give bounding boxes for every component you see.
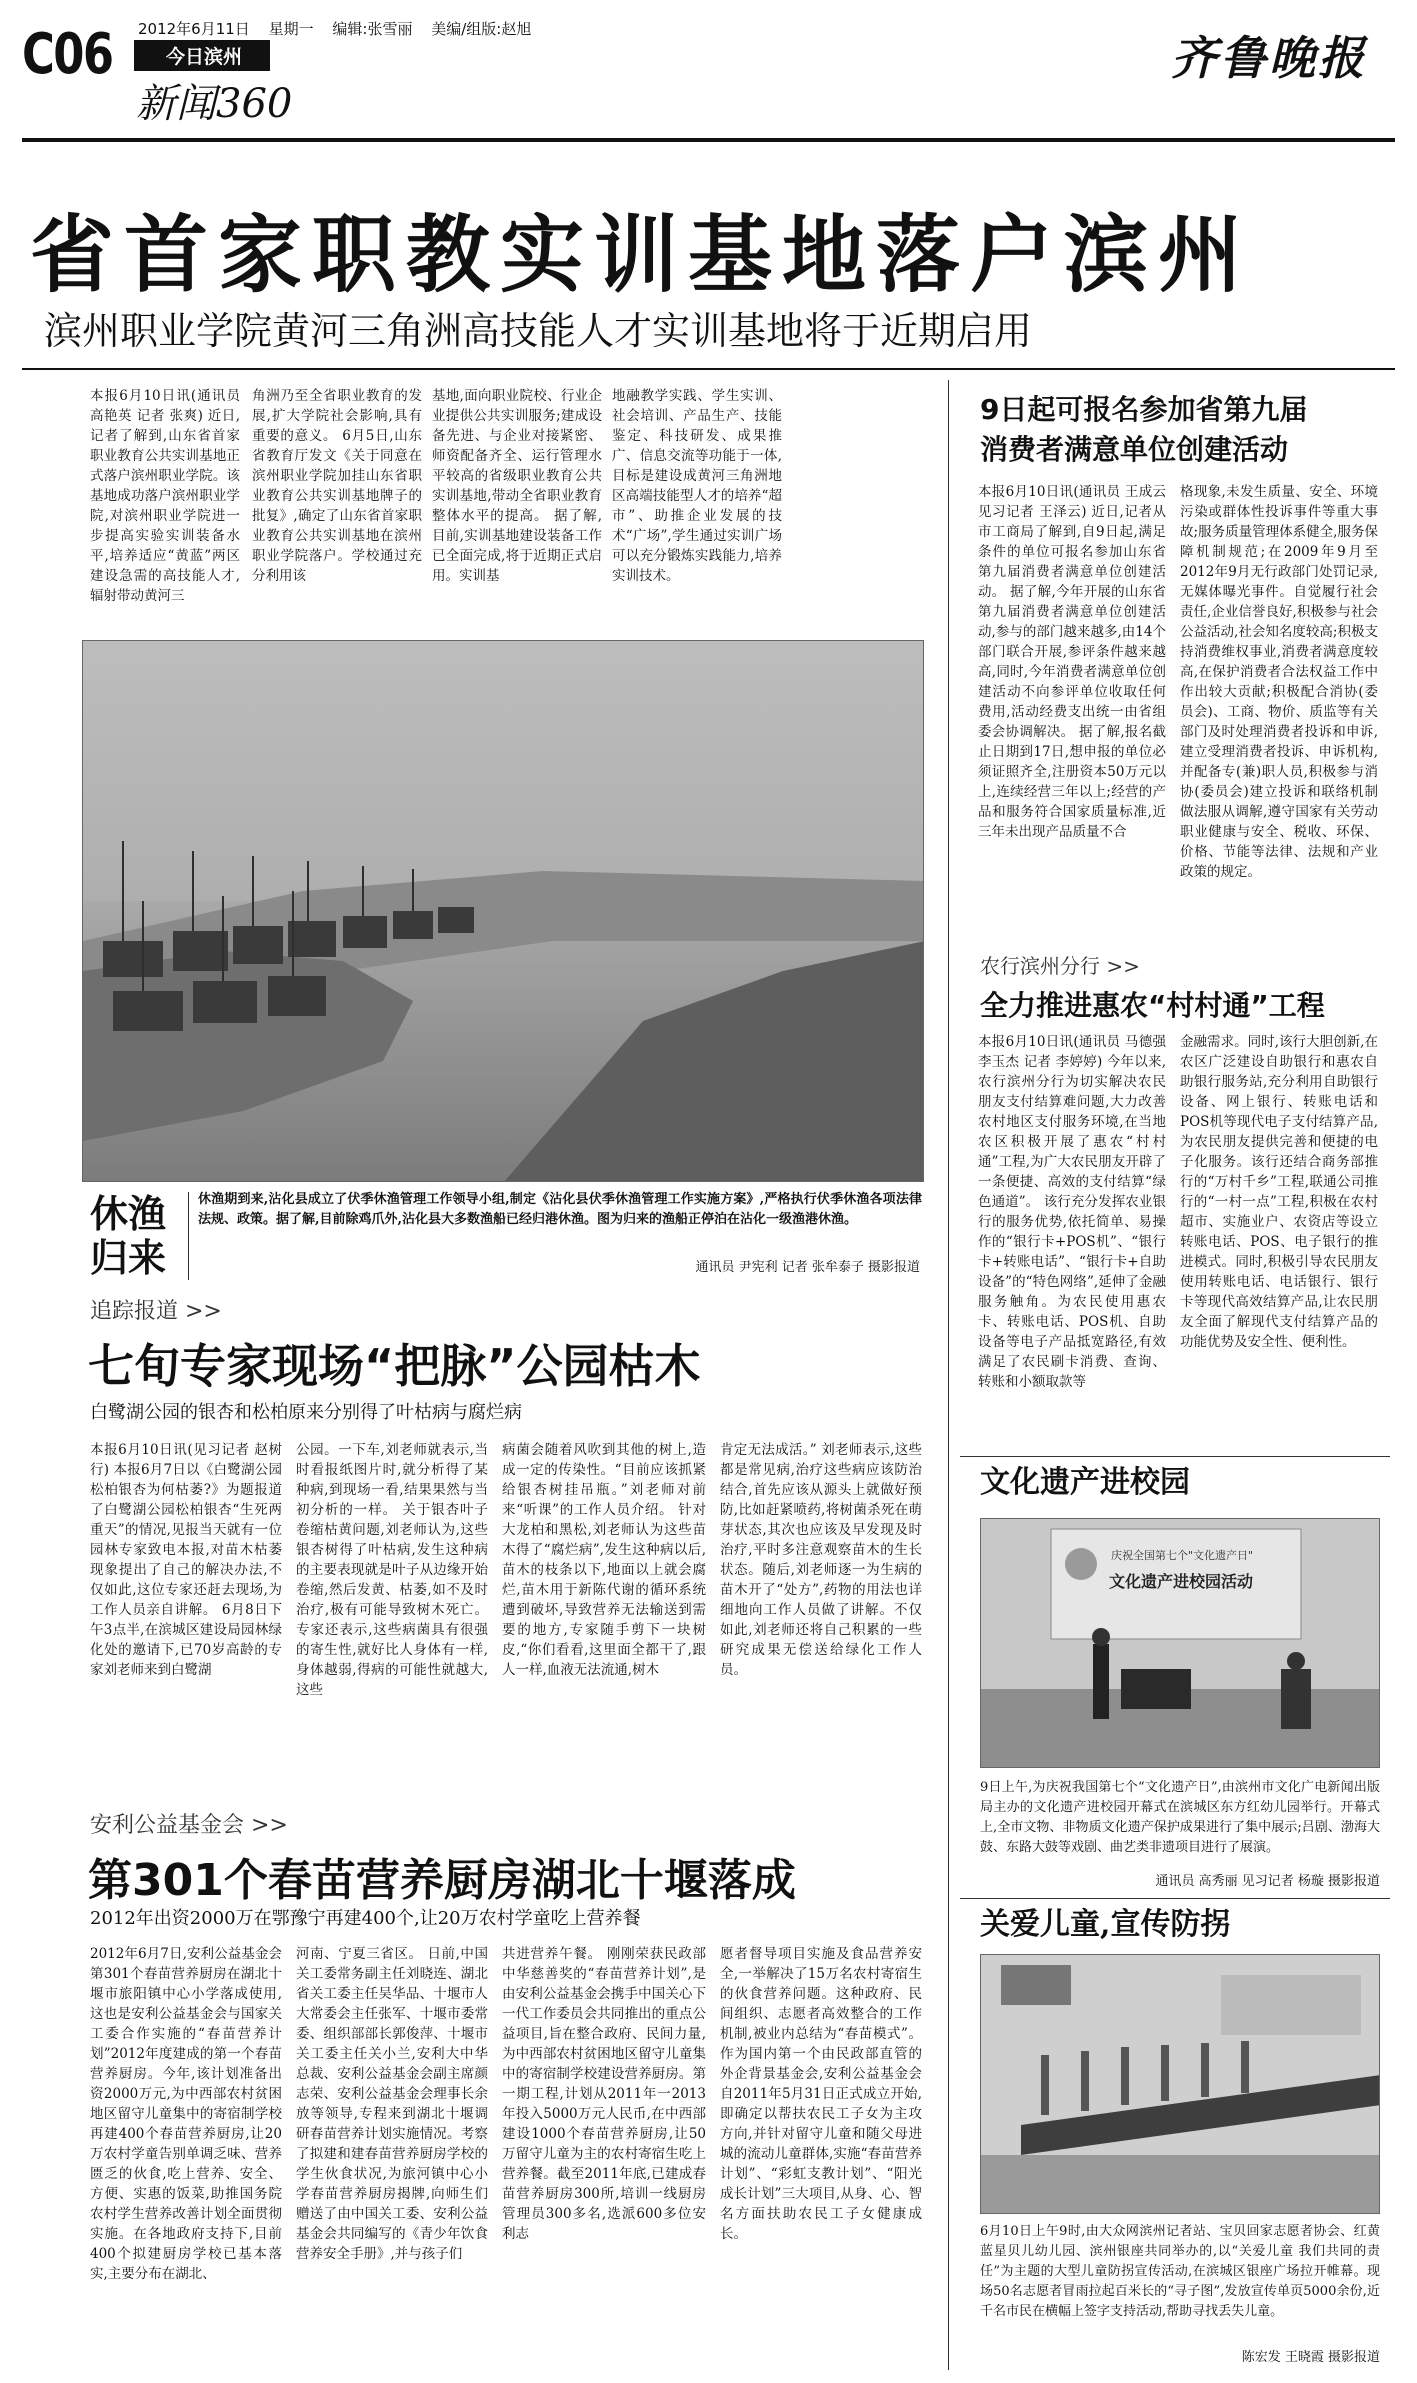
section-tag: 今日滨州 [134, 40, 270, 71]
lead-rule [22, 368, 1395, 370]
right3-credit: 通讯员 高秀丽 见习记者 杨璇 摄影报道 [1155, 1874, 1380, 1889]
right3-caption: 9日上午,为庆祝我国第七个“文化遗产日”,由滨州市文化广电新闻出版局主办的文化遗产进校园开幕式在滨城区东方红幼儿园举行。开幕式上,全市文物、非物质文化遗产保护成果进行了集中展示;吕剧、渤海大鼓、东路大鼓等戏剧、曲艺类非遗项目进行了展演。 [980, 1780, 1380, 1855]
story3-col-4: 愿者督导项目实施及食品营养安全,一举解决了15万名农村寄宿生的伙食营养问题。这种政府、民间组织、志愿者高效整合的工作机制,被业内总结为“春苗模式”。 作为国内第一个由民政部直管的外企背景基金会,安利公益基金会自2011年5月31日正式成立开始,即确定以帮扶农民工子女为主攻方向,并针对留守儿童和随父母进城的流动儿童群体,实施“春苗营养计划”、“彩虹支教计划”、“阳光成长计划”三大项目,从身、心、智名方面扶助农民工子女健康成长。 [720, 1946, 922, 2242]
story3-col-1: 2012年6月7日,安利公益基金会第301个春苗营养厨房在湖北十堰市旅阳镇中心小学落成使用,这也是安利公益基金会与国家关工委合作实施的“春苗营养计划”2012年度建成的第一个春苗营养厨房。今年,该计划准备出资2000万元,为中西部农村贫困地区留守儿童集中的寄宿制学校再建400个春苗营养厨房,让20万农村学童告别单调乏味、营养匮乏的伙食,吃上营养、安全、方便、实惠的饭菜,助推国务院农村学生营养改善计划全面贯彻实施。在各地政府支持下,目前400个拟建厨房学校已基本落实,主要分布在湖北、 [90, 1946, 282, 2282]
right2-headline: 全力推进惠农“村村通”工程 [980, 989, 1325, 1022]
page-number: C06 [22, 22, 113, 87]
right4-headline: 关爱儿童,宣传防拐 [980, 1907, 1231, 1942]
section-name: 新闻360 [136, 81, 293, 127]
right1-col-2: 格现象,未发生质量、安全、环境污染或群体性投诉事件等重大事故;服务质量管理体系健全,服务保障机制规范;在2009年9月至2012年9月无行政部门处罚记录,无媒体曝光事件。自觉履行社会责任,企业信誉良好,积极参与社会公益活动,社会知名度较高;积极支持消费维权事业,消费者满意度较高,在保护消费者合法权益工作中作出较大贡献;积极配合消协(委员会)、工商、物价、质监等有关部门及时处理消费者投诉和申诉,建立受理消费者投诉、申诉机构,并配备专(兼)职人员,积极参与消协(委员会)建立投诉和联络机制做法服从调解,遵守国家有关劳动职业健康与安全、税收、环保、价格、节能等法律、法规和产业政策的规定。 [1180, 484, 1378, 880]
lead-col-4: 地融教学实践、学生实训、社会培训、产品生产、技能鉴定、科技研发、成果推广、信息交流等功能于一体,目标是建设成黄河三角洲地区高端技能型人才的培养“超市”、助推企业发展的技术“广场”,学生通过实训广场可以充分锻炼实践能力,培养实训技术。 [612, 388, 782, 584]
story2-subhead: 白鹭湖公园的银杏和松柏原来分别得了叶枯病与腐烂病 [90, 1402, 522, 1423]
right1-headline-line2: 消费者满意单位创建活动 [980, 433, 1289, 466]
story3-kicker: 安利公益基金会 >> [90, 1813, 288, 1838]
lead-col-3: 基地,面向职业院校、行业企业提供公共实训服务;建成设备先进、与企业对接紧密、师资配备齐全、运行管理水平较高的省级职业教育公共实训基地,带动全省职业教育整体水平的提高。 据了解,目前,实训基地建设装备工作已全面完成,将于近期正式启用。实训基 [432, 388, 602, 584]
harbor-illustration [83, 641, 924, 1182]
right2-kicker: 农行滨州分行 >> [980, 954, 1140, 978]
story2-col-3: 病菌会随着风吹到其他的树上,造成一定的传染性。“目前应该抓紧给银杏树挂吊瓶。”刘老师对前来“听课”的工作人员介绍。 针对大龙柏和黑松,刘老师认为这些苗木得了“腐烂病”,发生这种病以后,苗木的枝条以下,地面以上就会腐烂,苗木用于新陈代谢的循环系统遭到破坏,导致营养无法输送到需要的地方,专家随手剪下一块树皮,“你们看看,这里面全都干了,跟人一样,血液无法流通,树木 [502, 1442, 706, 1678]
story2-col-4: 肯定无法成活。” 刘老师表示,这些都是常见病,治疗这些病应该防治结合,首先应该从源头上就做好预防,比如赶紧喷药,将树菌杀死在萌芽状态,其次也应该及早发现及时治疗,平时多注意观察苗木的生长状态。随后,刘老师逐一为生病的苗木开了“处方”,药物的用法也详细地向工作人员做了讲解。不仅如此,刘老师还将自己积累的一些研究成果无偿送给绿化工作人员。 [720, 1442, 922, 1678]
banner-line2: 文化遗产进校园活动 [1109, 1572, 1254, 1591]
culture-event-illustration [981, 1519, 1380, 1768]
right2-col-2: 金融需求。同时,该行大胆创新,在农区广泛建设自助银行和惠农自助银行服务站,充分利用自助银行设备、网上银行、转账电话和POS机等现代电子支付结算产品,为农民朋友提供完善和便捷的电子化服务。该行还结合商务部推行的“万村千乡”工程,联通公司推行的“一村一点”工程,积极在农村超市、实施业户、农资店等设立转账电话、POS、电子银行的推进模式。同时,积极引导农民朋友使用转账电话、电话银行、银行卡等现代高效结算产品,让农民朋友全面了解现代支付结算产品的功能优势及安全性、便利性。 [1180, 1034, 1378, 1350]
right-column-divider [948, 380, 949, 2370]
story2-col-1: 本报6月10日讯(见习记者 赵树行) 本报6月7日以《白鹭湖公园松柏银杏为何枯萎?》为题报道了白鹭湖公园松柏银杏“生死两重天”的情况,见报当天就有一位园林专家致电本报,对苗木枯萎现象提出了自己的解决办法,不仅如此,这位专家还赶去现场,为工作人员亲自讲解。 6月8日下午3点半,在滨城区建设局园林绿化处的邀请下,已70岁高龄的专家刘老师来到白鹭湖 [90, 1442, 282, 1678]
right4-credit: 陈宏发 王晓霞 摄影报道 [1241, 2350, 1380, 2365]
designer: 美编/组版:赵旭 [431, 20, 532, 38]
lead-headline: 省首家职教实训基地落户滨州 [30, 206, 1253, 304]
photo-label-divider [188, 1192, 189, 1280]
story3-col-2: 河南、宁夏三省区。 日前,中国关工委常务副主任刘晓连、湖北省关工委主任吴华品、十堰市人大常委会主任张军、十堰市委常委、组织部部长郭俊萍、十堰市关工委主任关小兰,安利大中华总裁、安利公益基金会副主席颜志荣、安利公益基金会理事长余放等领导,专程来到湖北十堰调研春苗营养计划实施情况。考察了拟建和建春苗营养厨房学校的学生伙食状况,为旅河镇中心小学春苗营养厨房揭牌,向师生们赠送了由中国关工委、安利公益基金会共同编写的《青少年饮食营养安全手册》,并与孩子们 [296, 1946, 488, 2262]
child-safety-illustration [981, 1955, 1380, 2214]
photo-caption: 休渔期到来,沾化县成立了伏季休渔管理工作领导小组,制定《沾化县伏季休渔管理工作实施方案》,严格执行伏季休渔各项法律法规、政策。据了解,目前除鸡爪外,沾化县大多数渔船已经归港休渔。图为归来的渔船正停泊在沾化一级渔港休渔。 [198, 1192, 922, 1227]
right3-headline: 文化遗产进校园 [980, 1465, 1190, 1500]
right2-col-1: 本报6月10日讯(通讯员 马德强 李玉杰 记者 李婷婷) 今年以来,农行滨州分行为切实解决农民朋友支付结算难问题,大力改善农村地区支付服务环境,在当地农区积极开展了惠农“村村通”工程,为广大农民朋友开辟了一条便捷、高效的支付结算“绿色通道”。 该行充分发挥农业银行的服务优势,依托简单、易操作的“银行卡+POS机”、“银行卡+转账电话”、“银行卡+自助设备”的“特色网络”,延伸了金融服务触角。为农民使用惠农卡、转账电话、POS机、自助设备等电子产品抵宽路径,有效满足了农民刷卡消费、查询、转账和小额取款等 [978, 1034, 1166, 1390]
story2-col-2: 公园。一下车,刘老师就表示,当时看报纸图片时,就分析得了某种病,到现场一看,结果果然与当初分析的一样。 关于银杏叶子卷缩枯黄问题,刘老师认为,这些银杏树得了叶枯病,发生这种病的主要表现就是叶子从边缘开始卷缩,然后发黄、枯萎,如不及时治疗,极有可能导致树木死亡。专家还表示,这些病菌具有很强的寄生性,就好比人身体有一样,身体越弱,得病的可能性就越大,这些 [296, 1442, 488, 1698]
photo-credit: 通讯员 尹宪利 记者 张牟泰子 摄影报道 [695, 1260, 920, 1275]
banner-line1: 庆祝全国第七个"文化遗产日" [1111, 1549, 1254, 1562]
issue-weekday: 星期一 [268, 20, 314, 38]
story3-subhead: 2012年出资2000万在鄂豫宁再建400个,让20万农村学童吃上营养餐 [90, 1908, 641, 1929]
issue-date: 2012年6月11日 [138, 20, 250, 38]
story3-col-3: 共进营养午餐。 刚刚荣获民政部中华慈善奖的“春苗营养计划”,是由安利公益基金会携手中国关心下一代工作委员会共同推出的重点公益项目,旨在整合政府、民间力量,为中西部农村贫困地区留守儿童集中的寄宿制学校建设营养厨房。第一期工程,计划从2011年一2013年投入5000万元人民币,在中西部建设1000个春苗营养厨房,让50万留守儿童为主的农村寄宿生吃上营养餐。截至2011年底,已建成春苗营养厨房300所,培训一线厨房管理员300多名,选派600多位安利志 [502, 1946, 706, 2242]
photo-label: 休渔归来 [90, 1191, 167, 1280]
right1-headline-line1: 9日起可报名参加省第九届 [980, 393, 1308, 426]
right4-caption: 6月10日上午9时,由大众网滨州记者站、宝贝回家志愿者协会、红黄蓝星贝儿幼儿园、滨州银座共同举办的,以“关爱儿童 我们共同的责任”为主题的大型儿童防拐宣传活动,在滨城区银座广场拉开帷幕。现场50名志愿者冒雨拉起百米长的“寻子图”,发放宣传单页5000余份,近千名市民在横幅上签字支持活动,帮助寻找丢失儿童。 [980, 2224, 1380, 2319]
masthead: 齐鲁晚报 [1171, 31, 1367, 85]
lead-col-1: 本报6月10日讯(通讯员 高艳英 记者 张爽) 近日,记者了解到,山东省首家职业教育公共实训基地正式落户滨州职业学院。该基地成功落户滨州职业学院,对滨州职业学院进一步提高实验实训装备水平,培养适应“黄蓝”两区建设急需的高技能人才,辐射带动黄河三 [90, 388, 240, 604]
issue-meta [138, 18, 545, 39]
culture-event-photo [980, 1518, 1380, 1768]
lead-subhead: 滨州职业学院黄河三角洲高技能人才实训基地将于近期启用 [44, 309, 1033, 353]
right4-rule [960, 1898, 1390, 1899]
child-safety-photo [980, 1954, 1380, 2214]
header-rule [22, 138, 1395, 142]
lead-col-2: 角洲乃至全省职业教育的发展,扩大学院社会影响,具有重要的意义。 6月5日,山东省教育厅发文《关于同意在滨州职业学院加挂山东省职业教育公共实训基地牌子的批复》,确定了山东省首家职业教育公共实训基地在滨州职业学院落户。学校通过充分利用该 [252, 388, 422, 584]
editor: 编辑:张雪丽 [332, 20, 413, 38]
story3-headline: 第301个春苗营养厨房湖北十堰落成 [88, 1855, 796, 1906]
story2-headline: 七旬专家现场“把脉”公园枯木 [88, 1339, 701, 1393]
right1-col-1: 本报6月10日讯(通讯员 王成云 见习记者 王泽云) 近日,记者从市工商局了解到,自9日起,满足条件的单位可报名参加山东省第九届消费者满意单位创建活动。 据了解,今年开展的山东省第九届消费者满意单位创建活动,参与的部门越来越多,由14个部门联合开展,参评条件越来越高,同时,今年消费者满意单位创建活动不向参评单位收取任何费用,活动经费支出统一由省组委会协调解决。 据了解,报名截止日期到17日,想申报的单位必须证照齐全,注册资本50万元以上,连续经营三年以上;经营的产品和服务符合国家质量标准,近三年未出现产品质量不合 [978, 484, 1166, 840]
fishing-boat-photo [82, 640, 924, 1182]
right3-rule [960, 1456, 1390, 1457]
story2-kicker: 追踪报道 >> [90, 1299, 222, 1324]
